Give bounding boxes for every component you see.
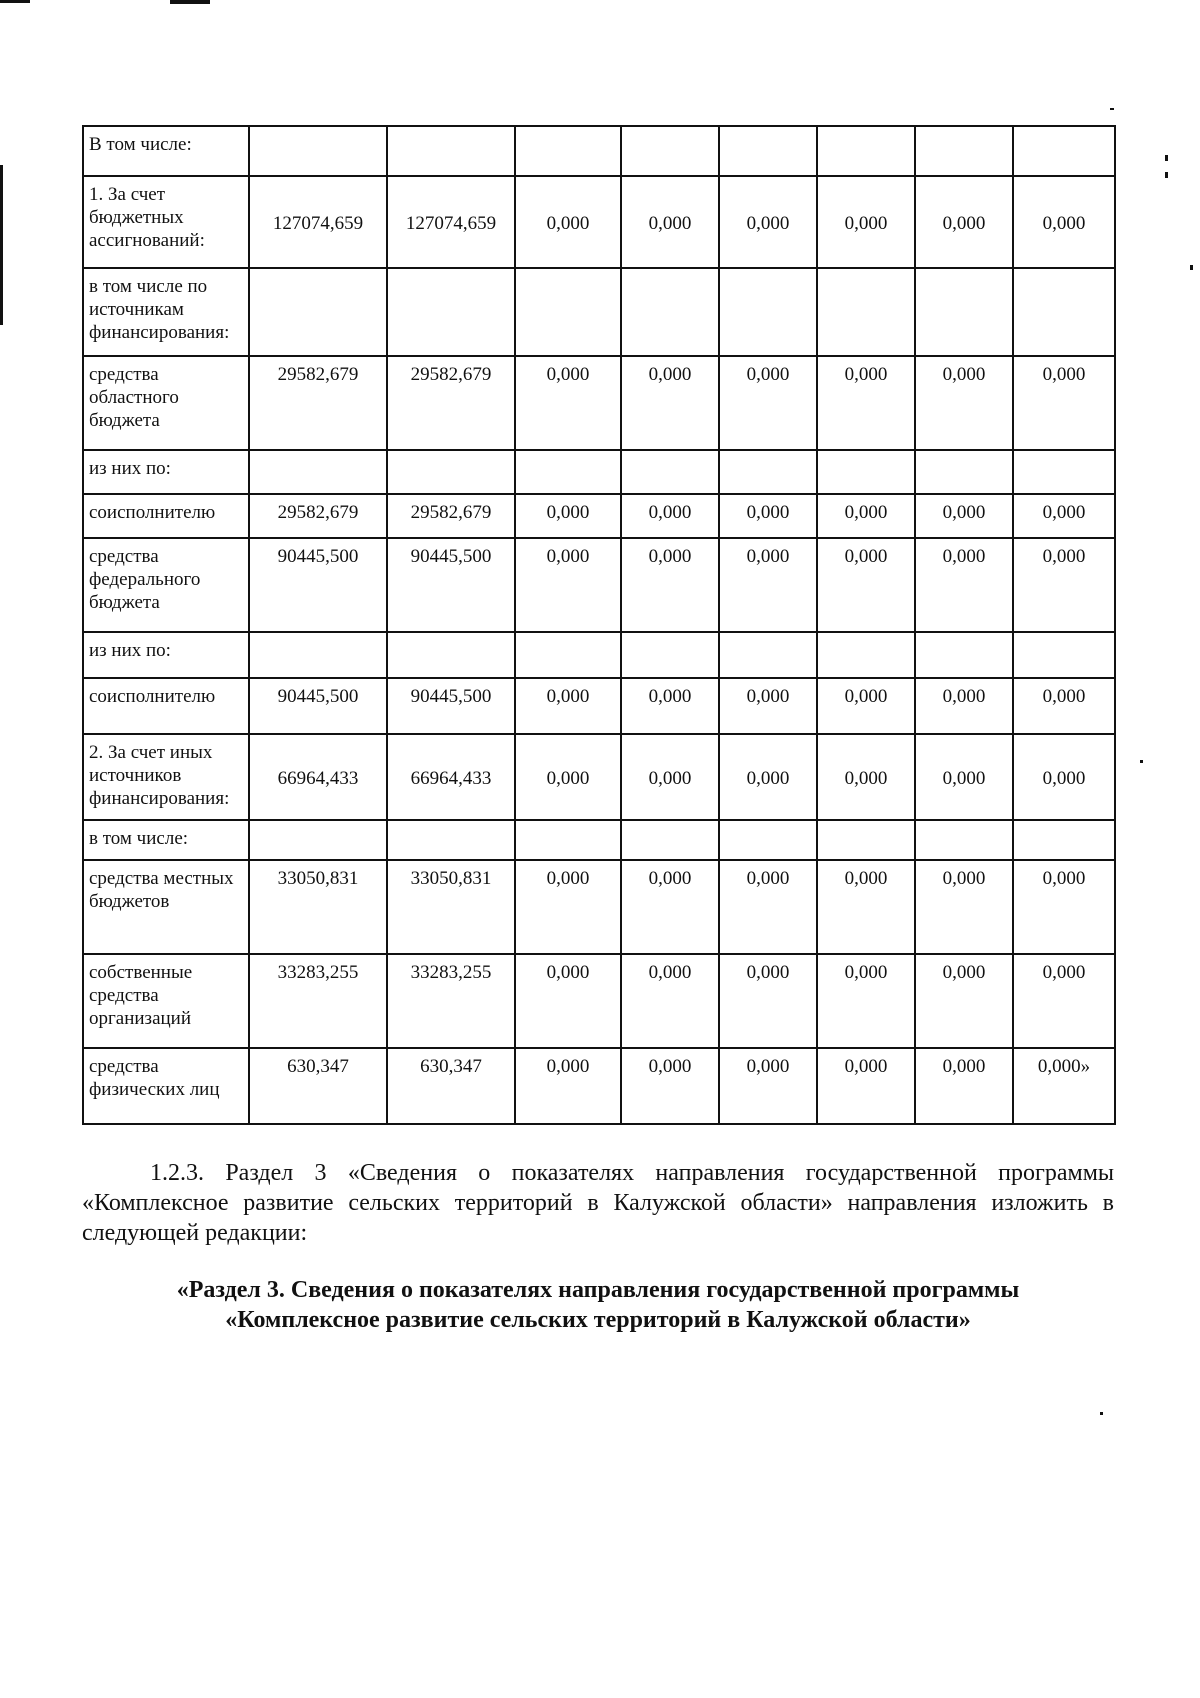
- value-cell: 0,000: [1013, 954, 1115, 1048]
- row-label: соисполнителю: [83, 494, 249, 538]
- value-cell: [387, 820, 515, 860]
- table-row: [83, 734, 1115, 820]
- row-label: в том числе по источникам финансирования:: [83, 268, 249, 356]
- value-cell: 0,000: [817, 860, 915, 954]
- value-cell: [817, 632, 915, 678]
- value-cell: 0,000: [915, 176, 1013, 268]
- value-cell: [817, 450, 915, 494]
- value-cell: 0,000: [915, 538, 1013, 632]
- value-cell: 0,000: [719, 734, 817, 820]
- value-cell: [1013, 632, 1115, 678]
- value-cell: 0,000: [515, 954, 621, 1048]
- value-cell: 0,000: [515, 176, 621, 268]
- value-cell: [515, 268, 621, 356]
- value-cell: 90445,500: [387, 678, 515, 734]
- table-row: [83, 954, 1115, 1048]
- value-cell: 0,000: [817, 176, 915, 268]
- value-cell: 0,000: [915, 356, 1013, 450]
- value-cell: 90445,500: [249, 538, 387, 632]
- financing-table: [82, 125, 1116, 1125]
- value-cell: [915, 126, 1013, 176]
- value-cell: 0,000: [719, 538, 817, 632]
- row-label: средства областного бюджета: [83, 356, 249, 450]
- value-cell: 0,000: [915, 678, 1013, 734]
- value-cell: 0,000: [1013, 678, 1115, 734]
- scan-artifact: [1165, 155, 1168, 161]
- value-cell: [621, 632, 719, 678]
- value-cell: 0,000: [915, 734, 1013, 820]
- value-cell: 0,000: [817, 734, 915, 820]
- value-cell: 0,000: [621, 860, 719, 954]
- value-cell: [621, 450, 719, 494]
- row-label: в том числе:: [83, 820, 249, 860]
- value-cell: [249, 126, 387, 176]
- value-cell: 0,000: [915, 860, 1013, 954]
- value-cell: 66964,433: [387, 734, 515, 820]
- value-cell: [1013, 268, 1115, 356]
- value-cell: [1013, 126, 1115, 176]
- table-row: [83, 1048, 1115, 1124]
- table-row: [83, 678, 1115, 734]
- value-cell: [387, 632, 515, 678]
- value-cell: 0,000: [515, 1048, 621, 1124]
- value-cell: 0,000: [817, 538, 915, 632]
- value-cell: 0,000: [1013, 494, 1115, 538]
- table-row: [83, 176, 1115, 268]
- value-cell: 33283,255: [249, 954, 387, 1048]
- value-cell: 0,000: [621, 538, 719, 632]
- table-row: [83, 632, 1115, 678]
- value-cell: 0,000: [621, 356, 719, 450]
- value-cell: [1013, 450, 1115, 494]
- row-label: из них по:: [83, 450, 249, 494]
- value-cell: 0,000: [621, 494, 719, 538]
- value-cell: 0,000: [1013, 538, 1115, 632]
- table-row: [83, 356, 1115, 450]
- row-label: 1. За счет бюджетных ассигнований:: [83, 176, 249, 268]
- value-cell: 29582,679: [249, 356, 387, 450]
- table-row: [83, 268, 1115, 356]
- value-cell: [621, 820, 719, 860]
- section-heading: [82, 1275, 1114, 1335]
- value-cell: 0,000: [1013, 860, 1115, 954]
- value-cell: 0,000: [915, 954, 1013, 1048]
- value-cell: [621, 268, 719, 356]
- value-cell: 0,000: [515, 860, 621, 954]
- value-cell: 0,000: [719, 860, 817, 954]
- row-label: соисполнителю: [83, 678, 249, 734]
- table-row: [83, 126, 1115, 176]
- value-cell: 0,000: [515, 734, 621, 820]
- value-cell: 0,000: [719, 176, 817, 268]
- heading-line-1: «Раздел 3. Сведения о показателях направления государственной программы: [176, 1277, 1020, 1303]
- table-row: [83, 860, 1115, 954]
- value-cell: 29582,679: [387, 356, 515, 450]
- value-cell: 0,000: [1013, 356, 1115, 450]
- value-cell: [915, 268, 1013, 356]
- value-cell: 0,000: [719, 678, 817, 734]
- value-cell: [915, 632, 1013, 678]
- value-cell: 0,000: [1013, 734, 1115, 820]
- scan-artifact: [0, 165, 3, 325]
- value-cell: 0,000: [817, 678, 915, 734]
- row-label: собственные средства организаций: [83, 954, 249, 1048]
- table-row: [83, 538, 1115, 632]
- value-cell: [719, 450, 817, 494]
- scan-artifact: [170, 0, 210, 4]
- value-cell: [249, 820, 387, 860]
- row-label: средства местных бюджетов: [83, 860, 249, 954]
- value-cell: 0,000: [719, 494, 817, 538]
- value-cell: 0,000: [515, 494, 621, 538]
- value-cell: 0,000: [515, 678, 621, 734]
- value-cell: 0,000: [621, 734, 719, 820]
- value-cell: 0,000: [817, 954, 915, 1048]
- value-cell: [387, 126, 515, 176]
- value-cell: [719, 820, 817, 860]
- scan-artifact: [1100, 1412, 1103, 1415]
- value-cell: 90445,500: [387, 538, 515, 632]
- value-cell: 630,347: [249, 1048, 387, 1124]
- value-cell: 0,000: [621, 1048, 719, 1124]
- value-cell: 0,000: [719, 1048, 817, 1124]
- value-cell: 90445,500: [249, 678, 387, 734]
- value-cell: [915, 820, 1013, 860]
- value-cell: [719, 126, 817, 176]
- value-cell: 0,000: [621, 954, 719, 1048]
- value-cell: 0,000: [515, 356, 621, 450]
- table-body: [83, 126, 1115, 1124]
- value-cell: [387, 268, 515, 356]
- value-cell: 127074,659: [249, 176, 387, 268]
- heading-line-2: «Комплексное развитие сельских территорий в Калужской области»: [225, 1307, 971, 1333]
- section-paragraph: 1.2.3. Раздел 3 «Сведения о показателях направления государственной программы «Комплексное развитие сельских территорий в Калужской области» направления изложить в следующей редакции:: [82, 1160, 1114, 1246]
- row-label: 2. За счет иных источников финансирования:: [83, 734, 249, 820]
- row-label: В том числе:: [83, 126, 249, 176]
- value-cell: 127074,659: [387, 176, 515, 268]
- value-cell: 0,000»: [1013, 1048, 1115, 1124]
- value-cell: [817, 820, 915, 860]
- value-cell: [515, 632, 621, 678]
- value-cell: [1013, 820, 1115, 860]
- scan-artifact: [1165, 172, 1168, 178]
- value-cell: 0,000: [915, 1048, 1013, 1124]
- table-row: [83, 494, 1115, 538]
- value-cell: [817, 268, 915, 356]
- row-label: из них по:: [83, 632, 249, 678]
- row-label: средства федерального бюджета: [83, 538, 249, 632]
- value-cell: [621, 126, 719, 176]
- value-cell: [249, 450, 387, 494]
- value-cell: [249, 268, 387, 356]
- value-cell: 0,000: [719, 954, 817, 1048]
- value-cell: 0,000: [817, 1048, 915, 1124]
- value-cell: 0,000: [817, 356, 915, 450]
- value-cell: [515, 126, 621, 176]
- value-cell: [817, 126, 915, 176]
- table-row: [83, 450, 1115, 494]
- value-cell: 0,000: [915, 494, 1013, 538]
- scan-artifact: [1140, 760, 1143, 763]
- value-cell: [515, 820, 621, 860]
- scan-artifact: [1190, 265, 1193, 270]
- value-cell: 33050,831: [249, 860, 387, 954]
- scan-artifact: [1110, 108, 1114, 110]
- row-label: средства физических лиц: [83, 1048, 249, 1124]
- value-cell: 66964,433: [249, 734, 387, 820]
- value-cell: [515, 450, 621, 494]
- value-cell: 33283,255: [387, 954, 515, 1048]
- value-cell: 29582,679: [249, 494, 387, 538]
- value-cell: 630,347: [387, 1048, 515, 1124]
- value-cell: 0,000: [817, 494, 915, 538]
- value-cell: 29582,679: [387, 494, 515, 538]
- value-cell: [915, 450, 1013, 494]
- value-cell: 33050,831: [387, 860, 515, 954]
- value-cell: [249, 632, 387, 678]
- value-cell: [719, 632, 817, 678]
- scan-artifact: [0, 0, 30, 3]
- value-cell: 0,000: [719, 356, 817, 450]
- table-row: [83, 820, 1115, 860]
- value-cell: 0,000: [621, 678, 719, 734]
- value-cell: [719, 268, 817, 356]
- value-cell: 0,000: [1013, 176, 1115, 268]
- value-cell: 0,000: [515, 538, 621, 632]
- value-cell: 0,000: [621, 176, 719, 268]
- value-cell: [387, 450, 515, 494]
